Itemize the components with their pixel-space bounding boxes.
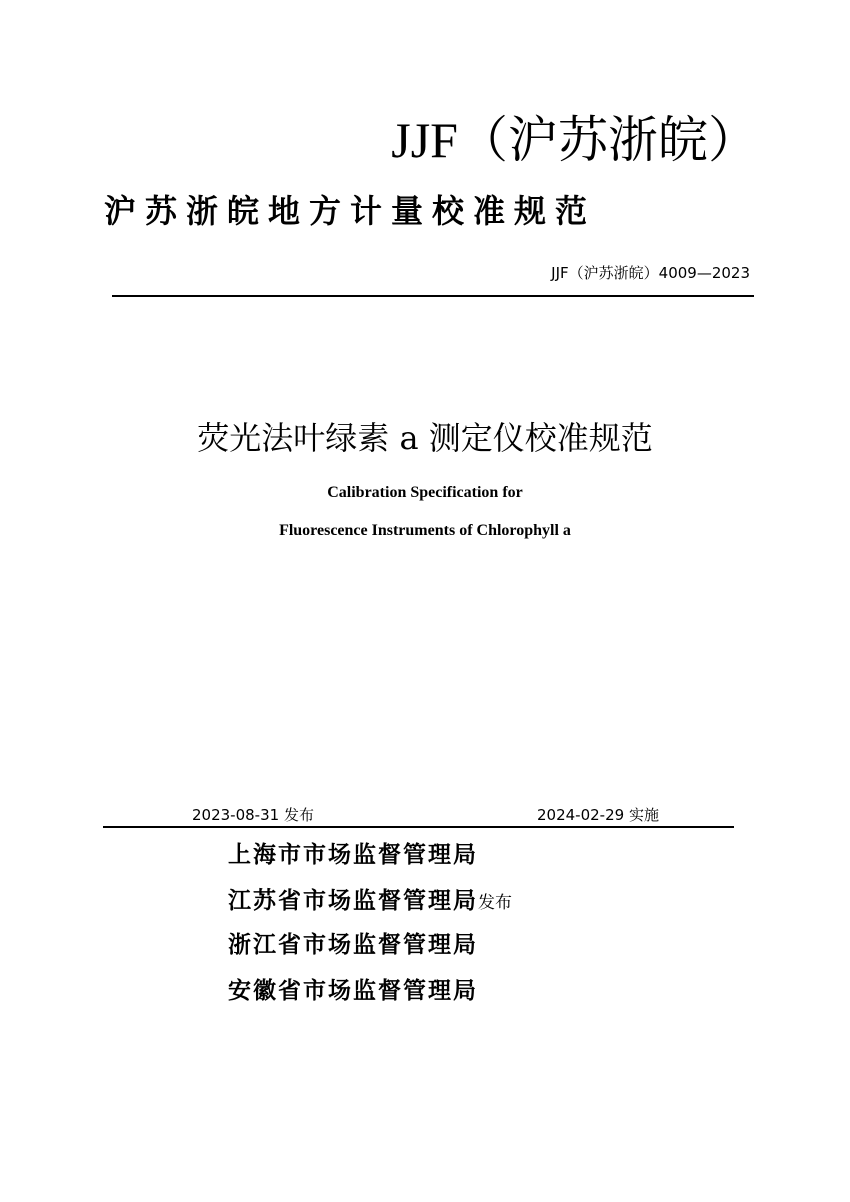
issuer-jiangsu-row	[228, 884, 512, 920]
issuer-shanghai: 上海市市场监督管理局	[228, 842, 478, 868]
document-title-zh: 荧光法叶绿素 a 测定仪校准规范	[197, 419, 653, 457]
issue-date: 2023-08-31 发布	[192, 806, 314, 824]
implementation-date: 2024-02-29 实施	[537, 806, 659, 824]
issue-label: 发布	[478, 893, 512, 913]
issuer-zhejiang: 浙江省市场监督管理局	[228, 932, 478, 958]
standard-number: JJF（沪苏浙皖）4009—2023	[551, 264, 750, 282]
footer-divider	[103, 826, 734, 828]
document-title-en-line1: Calibration Specification for	[327, 484, 523, 501]
issuer-jiangsu: 江苏省市场监督管理局	[228, 888, 478, 914]
header-divider	[112, 295, 754, 297]
issuer-anhui: 安徽省市场监督管理局	[228, 978, 478, 1004]
standard-code-heading: JJF（沪苏浙皖）	[391, 112, 758, 168]
document-title-en-line2: Fluorescence Instruments of Chlorophyll a	[279, 522, 571, 539]
standard-type-heading: 沪苏浙皖地方计量校准规范	[104, 192, 597, 230]
